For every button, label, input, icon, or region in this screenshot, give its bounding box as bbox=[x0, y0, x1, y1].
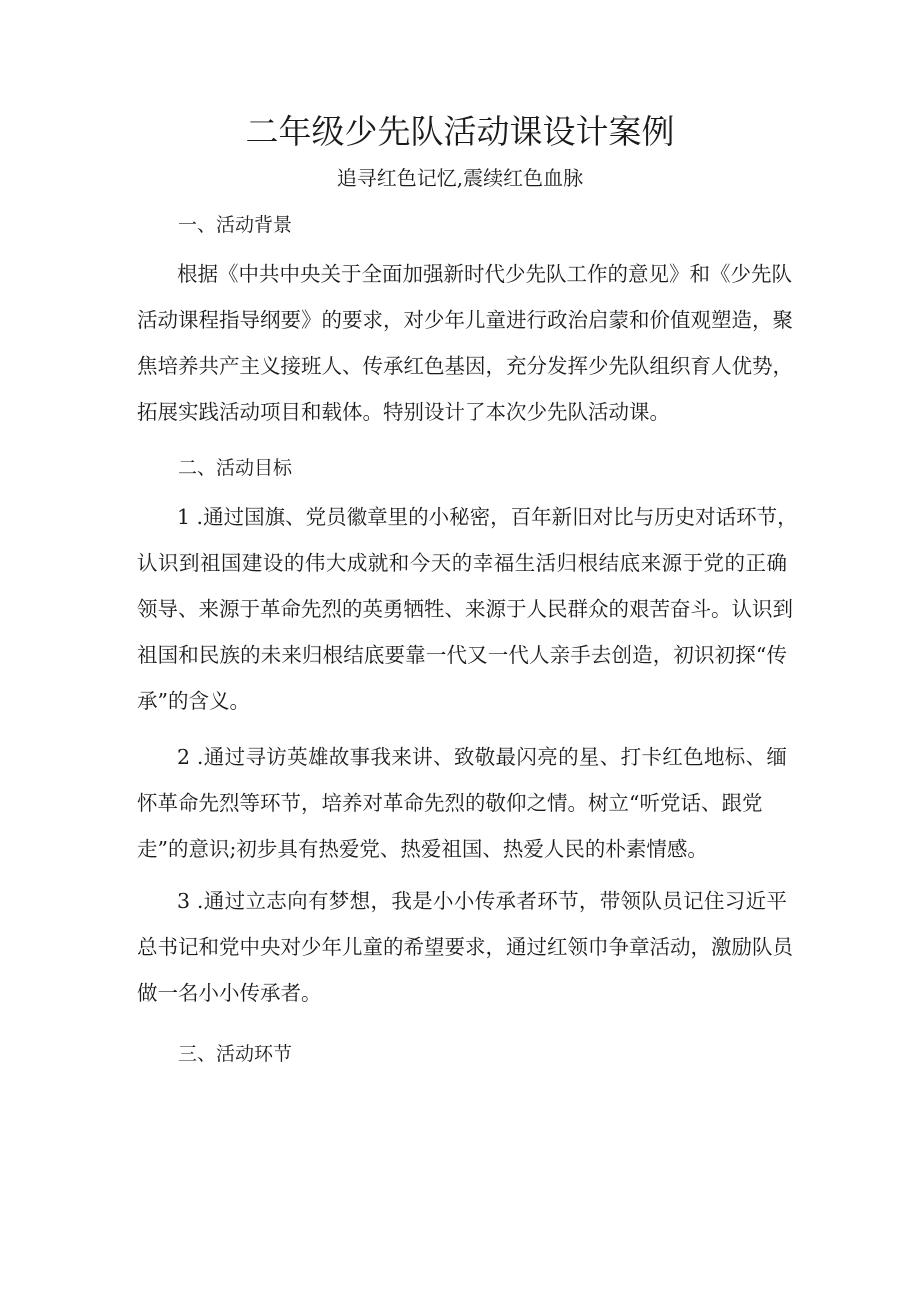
paragraph-line: 2 .通过寻访英雄故事我来讲、致敬最闪亮的星、打卡红色地标、缅 bbox=[177, 745, 787, 769]
section-heading-background: 一、活动背景 bbox=[178, 214, 293, 236]
paragraph-goal-1 bbox=[137, 494, 798, 724]
paragraph-line: 活动课程指导纲要》的要求，对少年儿童进行政治启蒙和价值观塑造，聚 bbox=[137, 308, 793, 332]
paragraph-line: 祖国和民族的未来归根结底要靠一代又一代人亲手去创造，初识初探“传 bbox=[137, 643, 787, 667]
paragraph-line: 做一名小小传承者。 bbox=[137, 981, 322, 1005]
section-heading-goals: 二、活动目标 bbox=[178, 457, 293, 479]
paragraph-line: 承”的含义。 bbox=[137, 689, 250, 713]
paragraph-line: 总书记和党中央对少年儿童的希望要求，通过红领巾争章活动，激励队员 bbox=[137, 935, 793, 959]
paragraph-line: 走”的意识;初步具有热爱党、热爱祖国、热爱人民的朴素情感。 bbox=[137, 837, 708, 861]
paragraph-goal-3 bbox=[137, 878, 793, 1016]
paragraph-background bbox=[137, 251, 793, 435]
paragraph-goal-2 bbox=[137, 734, 787, 872]
paragraph-line: 3 .通过立志向有梦想，我是小小传承者环节，带领队员记住习近平 bbox=[177, 889, 787, 913]
page-title: 二年级少先队活动课设计案例 bbox=[245, 112, 675, 151]
paragraph-line: 拓展实践活动项目和载体。特别设计了本次少先队活动课。 bbox=[137, 400, 670, 424]
section-heading-steps: 三、活动环节 bbox=[178, 1043, 293, 1065]
paragraph-line: 焦培养共产主义接班人、传承红色基因，充分发挥少先队组织育人优势， bbox=[137, 354, 793, 378]
paragraph-line: 1 .通过国旗、党员徽章里的小秘密，百年新旧对比与历史对话环节， bbox=[177, 505, 798, 529]
paragraph-line: 认识到祖国建设的伟大成就和今天的幸福生活归根结底来源于党的正确 bbox=[137, 551, 787, 575]
paragraph-line: 怀革命先烈等环节，培养对革命先烈的敬仰之情。树立“听党话、跟党 bbox=[137, 791, 763, 815]
paragraph-line: 领导、来源于革命先烈的英勇牺牲、来源于人民群众的艰苦奋斗。认识到 bbox=[137, 597, 793, 621]
page-subtitle: 追寻红色记忆,震续红色血脉 bbox=[336, 166, 584, 190]
paragraph-line: 根据《中共中央关于全面加强新时代少先队工作的意见》和《少先队 bbox=[177, 262, 792, 286]
